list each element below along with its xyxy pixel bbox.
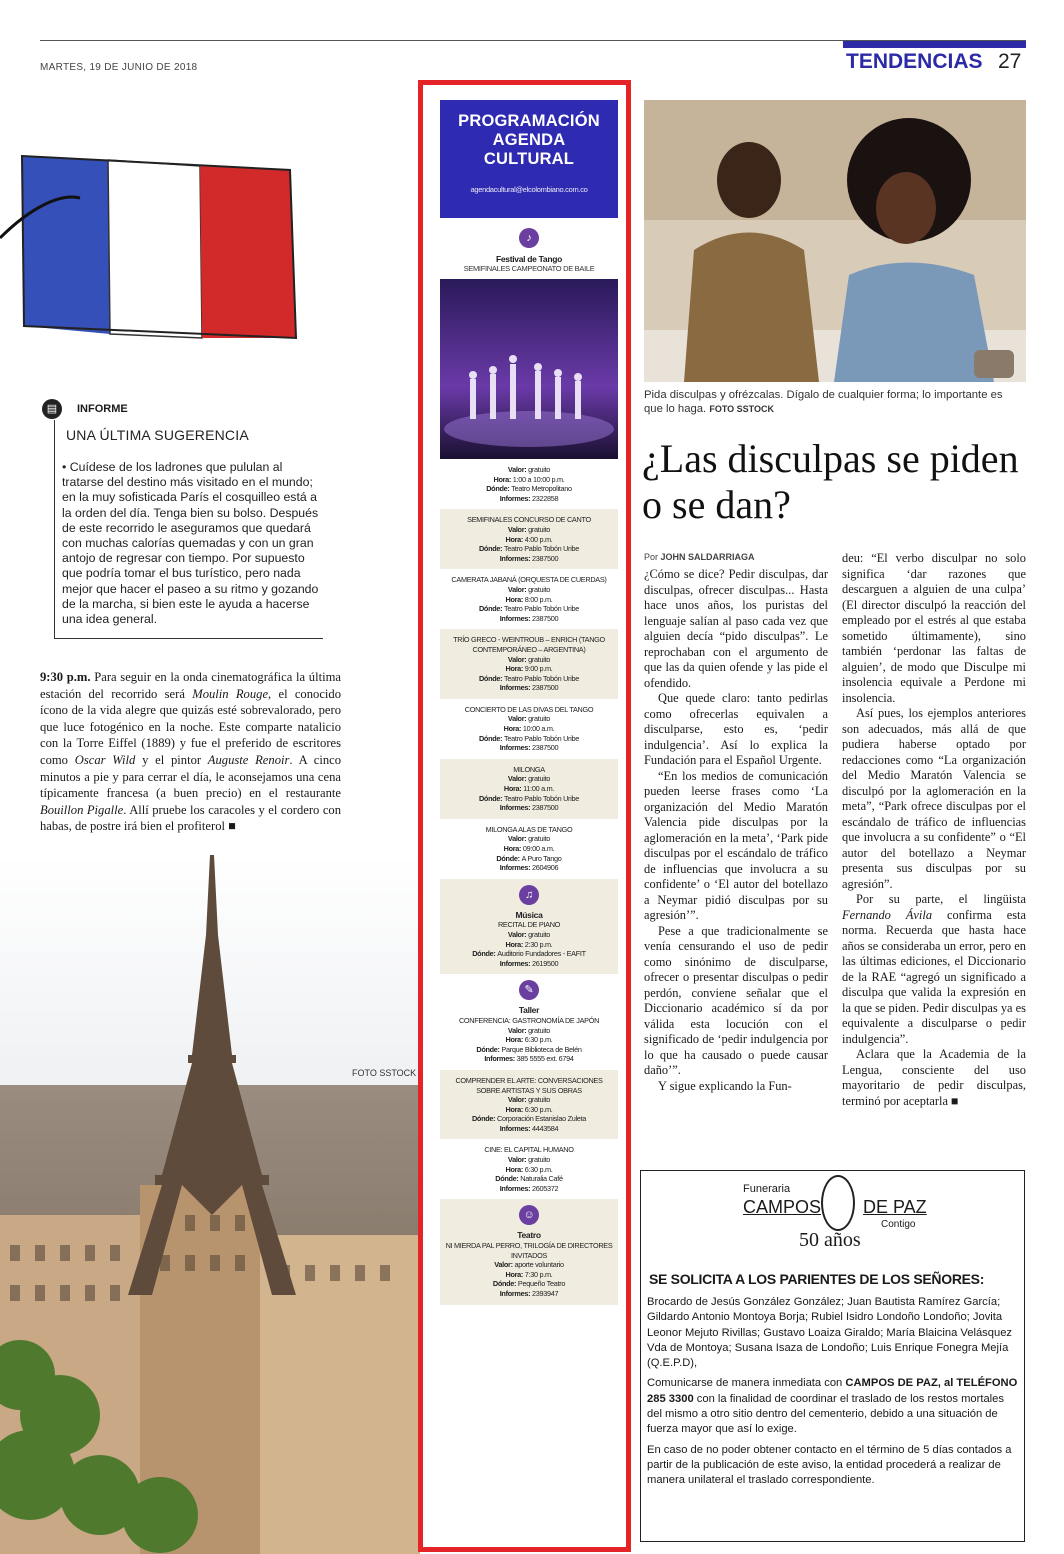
byline-por: Por xyxy=(644,552,661,562)
event-donde: Pequeño Teatro xyxy=(517,1279,566,1289)
campos-de-paz-logo xyxy=(641,1177,1024,1267)
label-informes: Informes: xyxy=(499,1183,532,1193)
event-hora: 8:00 p.m. xyxy=(524,594,553,604)
informe-label: INFORME xyxy=(77,403,128,415)
event-hora: 7:30 p.m. xyxy=(524,1269,553,1279)
article-paragraph: Aclara que la Academia de la Lengua, consciente del uso mayoritario de pedir disculpas, terminó por aceptarla ■ xyxy=(842,1047,1026,1108)
event-hora: 9:00 p.m. xyxy=(524,664,553,674)
event-title: COMPRENDER EL ARTE: CONVERSACIONES SOBRE ARTISTAS Y SUS OBRAS xyxy=(455,1075,603,1095)
article-headline: ¿Las disculpas se piden o se dan? xyxy=(642,436,1019,527)
photo-credit: FOTO SSTOCK xyxy=(352,1068,417,1078)
event-informes: 2387500 xyxy=(531,553,559,563)
event-valor: gratuito xyxy=(528,714,551,724)
event-valor: gratuito xyxy=(528,774,551,784)
event-hora: 1:00 a 10:00 p.m. xyxy=(512,474,565,484)
event-informes: 2387500 xyxy=(531,743,559,753)
article-paragraph: Pese a que tradicionalmente se venía censurando el uso de pedir como sinónimo de disculparse, ofrecer o presentar disculpas o pedir perdón, conviene señalar que el Diccionario académico sí da por válida esta locución con el significado de ‘pedir indulgencia por lo que ha causado o puede causar daño’”. xyxy=(644,923,828,1077)
event-donde: Auditorio Fundadores - EAFIT xyxy=(497,949,586,959)
p8-text-b: confirma esta norma. Recuerda que hasta hace años se consideraba un error, pero en las últimas ediciones, el Diccionario de la RAE “agregó un significado a disculpa que valida la expresión en la que se piden. Pedir disculpas ya es equivalente a disculparse o pedir indulgencia”. xyxy=(842,907,1026,1046)
auguste-renoir: Auguste Renoir xyxy=(207,752,290,767)
logo-50-anos: 50 años xyxy=(799,1229,861,1251)
article-column-2 xyxy=(842,551,1026,1109)
label-informes: Informes: xyxy=(484,1054,517,1064)
oscar-wild: Oscar Wild xyxy=(74,752,136,767)
event-hora: 6:30 p.m. xyxy=(524,1104,553,1114)
music-note-icon: ♫ xyxy=(519,885,539,905)
tango-stage-photo xyxy=(440,279,618,459)
paris-text-d: . A cinco minutos a pie y para cerrar el día, le aconsejamos una cena típicamente francesa (a buen precio) en el restaurante xyxy=(40,752,341,801)
label-hora: Hora: xyxy=(505,1104,525,1114)
page-number: 27 xyxy=(998,50,1022,73)
event-informes: 2393947 xyxy=(531,1289,559,1298)
label-donde: Dónde: xyxy=(478,604,505,614)
agenda-event xyxy=(440,1139,618,1199)
ad-contact xyxy=(647,1376,1019,1437)
agenda-email: agendacultural@elcolombiano.com.co xyxy=(470,185,588,194)
ad-body xyxy=(647,1295,1019,1494)
label-valor: Valor: xyxy=(507,1155,529,1165)
event-informes: 2387500 xyxy=(531,683,559,693)
label-valor: Valor: xyxy=(507,1095,529,1105)
theater-masks-icon: ☺ xyxy=(519,1205,539,1225)
bouillon-pigalle: Bouillon Pigalle xyxy=(40,802,124,817)
label-hora: Hora: xyxy=(503,844,523,853)
agenda-event xyxy=(440,819,618,879)
article-paragraph: Así pues, los ejemplos anteriores son adecuados, más allá de que pudiera haberse optado por redacciones como “La organización del Medio Maratón Valencia se disculpó por la aglomeración en la meta”, “Park ofrece disculpas por el escándalo de tráfico de influencias que involucra a su confidente” o “El autor del botellazo a Neymar presenta sus disculpas por su agresión”. xyxy=(842,706,1026,891)
event-informes: 2619500 xyxy=(531,958,559,968)
funeraria-ad xyxy=(640,1170,1025,1542)
label-donde: Dónde: xyxy=(495,1174,521,1184)
event-informes: 4443584 xyxy=(531,1123,559,1133)
ad-contact-c: con la finalidad de coordinar el traslado de los restos mortales del mismo a otro sitio dentro del cementerio, debido a una situación de fuerza mayor que así lo exige. xyxy=(647,1392,1004,1436)
agenda-event xyxy=(440,879,618,975)
agenda-event xyxy=(440,699,618,759)
event-donde: Teatro Pablo Tobón Uribe xyxy=(504,544,580,554)
event-hora: 6:30 p.m. xyxy=(524,1035,553,1045)
agenda-title-line-1: PROGRAMACIÓN xyxy=(458,112,600,130)
label-valor: Valor: xyxy=(507,774,529,784)
label-donde: Dónde: xyxy=(471,1114,497,1124)
agenda-event xyxy=(440,759,618,819)
event-donde: Teatro Pablo Tobón Uribe xyxy=(504,604,580,614)
event-valor: gratuito xyxy=(528,654,551,664)
label-informes: Informes: xyxy=(499,683,532,693)
label-hora: Hora: xyxy=(503,724,523,734)
event-title: MILONGA ALAS DE TANGO xyxy=(485,824,573,834)
category-tango-sub: SEMIFINALES CAMPEONATO DE BAILE xyxy=(463,264,595,273)
category-tango: Festival de Tango xyxy=(495,254,563,264)
event-informes: 2604906 xyxy=(531,863,559,873)
category-taller: Taller xyxy=(518,1005,540,1016)
event-valor: gratuito xyxy=(528,1095,551,1105)
event-informes: 385 5555 ext. 6794 xyxy=(516,1054,574,1064)
label-hora: Hora: xyxy=(503,784,524,794)
event-donde: A Puro Tango xyxy=(521,853,562,863)
agenda-event xyxy=(440,1199,618,1304)
event-title: TRÍO GRECO - WEINTROUB – ENRICH (TANGO CONTEMPORÁNEO – ARGENTINA) xyxy=(453,635,605,654)
label-informes: Informes: xyxy=(499,803,532,813)
event-title: CONFERENCIA: GASTRONOMÍA DE JAPÓN xyxy=(458,1015,600,1025)
agenda-title-line-2: AGENDA xyxy=(492,131,566,149)
article-paragraph xyxy=(842,892,1026,1047)
paris-text-e: . Allí pruebe los caracoles y el cordero con habas, de postre irá bien el profiterol ■ xyxy=(40,802,342,834)
couple-photo xyxy=(644,100,1026,382)
event-hora: 6:30 p.m. xyxy=(524,1164,553,1174)
event-valor: gratuito xyxy=(528,1025,551,1035)
dance-icon: ♪ xyxy=(519,228,539,248)
label-hora: Hora: xyxy=(505,1164,525,1174)
label-donde: Dónde: xyxy=(476,1044,502,1054)
agenda-header xyxy=(440,100,618,218)
category-musica: Música xyxy=(515,909,543,920)
event-title: CONCIERTO DE LAS DIVAS DEL TANGO xyxy=(464,704,594,714)
label-donde: Dónde: xyxy=(492,1279,518,1289)
p8-text-a: Por su parte, el lingüista xyxy=(856,892,1026,906)
label-valor: Valor: xyxy=(507,654,529,664)
eiffel-tower-photo xyxy=(0,855,420,1554)
event-title: SEMIFINALES CONCURSO DE CANTO xyxy=(467,515,591,525)
label-hora: Hora: xyxy=(505,939,525,949)
label-valor: Valor: xyxy=(507,714,529,724)
event-valor: gratuito xyxy=(528,929,551,939)
caption-text: Pida disculpas y ofrézcalas. Dígalo de cualquier forma; lo importante es que lo haga. xyxy=(644,389,1003,415)
event-valor: gratuito xyxy=(528,834,551,844)
agenda-event xyxy=(440,569,618,629)
section-bar xyxy=(843,41,1026,48)
event-hora: 4:00 p.m. xyxy=(524,534,553,544)
photo-caption xyxy=(644,388,1024,416)
event-title: CAMERATA JABANÁ (ORQUESTA DE CUERDAS) xyxy=(451,575,607,585)
agenda-event xyxy=(440,509,618,569)
label-informes: Informes: xyxy=(499,613,532,623)
label-valor: Valor: xyxy=(507,524,529,534)
event-valor: gratuito xyxy=(528,1155,551,1165)
label-donde: Dónde: xyxy=(478,673,505,683)
label-hora: Hora: xyxy=(505,534,525,544)
label-valor: Valor: xyxy=(507,1025,529,1035)
section-title: TENDENCIAS xyxy=(846,50,983,73)
label-valor: Valor: xyxy=(507,834,529,844)
event-donde: Naturalia Café xyxy=(520,1174,563,1184)
event-informes: 2387500 xyxy=(531,803,559,813)
label-valor: Valor: xyxy=(507,584,529,594)
event-title: NI MIERDA PAL PERRO, TRILOGÍA DE DIRECTORES INVITADOS xyxy=(445,1241,613,1260)
agenda-event xyxy=(440,629,618,699)
agenda-event xyxy=(440,459,618,509)
document-icon: ▤ xyxy=(42,399,62,419)
paris-text-a: Para seguir en la onda cinematográfica la última estación del recorrido será xyxy=(40,670,341,701)
ad-phone: CAMPOS DE PAZ, al TELÉFONO 285 3300 xyxy=(647,1377,1018,1405)
event-title: RECITAL DE PIANO xyxy=(497,920,561,930)
agenda-title-line-3: CULTURAL xyxy=(483,150,575,168)
agenda-cultural xyxy=(440,100,618,1305)
label-valor: Valor: xyxy=(507,465,529,474)
page-date: MARTES, 19 DE JUNIO DE 2018 xyxy=(40,62,198,73)
label-hora: Hora: xyxy=(505,1035,525,1045)
byline-author: JOHN SALDARRIAGA xyxy=(660,552,755,562)
event-valor: gratuito xyxy=(528,584,551,594)
label-informes: Informes: xyxy=(499,1289,532,1298)
paris-text-c: y el pintor xyxy=(135,752,208,767)
time-lead: 9:30 p.m. xyxy=(40,670,91,684)
logo-contigo: Contigo xyxy=(881,1219,916,1230)
label-informes: Informes: xyxy=(499,863,532,873)
event-donde: Corporación Estanislao Zuleta xyxy=(497,1114,587,1124)
event-hora: 11:00 a.m. xyxy=(523,784,555,794)
label-informes: Informes: xyxy=(499,743,532,753)
article-paragraph: Que quede claro: tanto pedirlas como ofrecerlas equivalen a disculparse, esto es, ‘pedir indulgencia’. Así lo explica la Fundación para el Español Urgente. xyxy=(644,691,828,767)
ad-heading: SE SOLICITA A LOS PARIENTES DE LOS SEÑORES: xyxy=(649,1271,985,1287)
label-valor: Valor: xyxy=(507,929,529,939)
ad-names: Brocardo de Jesús González González; Juan Bautista Ramírez García; Gildardo Antonio Montoya Borja; Rubiel Isidro Londoño Londoño; Jovita Leonor Mejuto Rivillas; Gustavo Loaiza Giraldo; María Blaicina Velásquez Vda de Montoya; Susana Isaza de Londoño; Luis Enrique Fonegra Mejía (Q.E.P.D), xyxy=(647,1296,1013,1370)
agenda-event xyxy=(440,974,618,1070)
label-donde: Dónde: xyxy=(478,544,505,554)
label-hora: Hora: xyxy=(505,1269,525,1279)
event-hora: 09:00 a.m. xyxy=(522,844,555,853)
event-hora: 2:30 p.m. xyxy=(524,939,553,949)
label-valor: Valor: xyxy=(494,1260,515,1270)
agenda-event xyxy=(440,1070,618,1140)
article-column-1 xyxy=(644,567,828,1094)
article-paragraph: ¿Cómo se dice? Pedir disculpas, dar disculpas, ofrecer disculpas... Hasta hace unos años, los puristas del lenguaje salían al paso cada vez que alguien decía “pido disculpas”. Le reprochaban con el argumento de que las da quien ofende y las pide el ofendido. xyxy=(644,567,828,690)
event-donde: Teatro Pablo Tobón Uribe xyxy=(504,673,580,683)
ad-contact-a: Comunicarse de manera inmediata con xyxy=(647,1377,846,1390)
label-donde: Dónde: xyxy=(478,733,505,743)
logo-de-paz: DE PAZ xyxy=(863,1197,927,1217)
event-title: CINE: EL CAPITAL HUMANO xyxy=(484,1145,574,1155)
label-donde: Dónde: xyxy=(496,853,522,863)
event-donde: Teatro Metropolitano xyxy=(511,484,572,494)
moulin-rouge: Moulin Rouge xyxy=(192,686,269,701)
label-informes: Informes: xyxy=(499,1123,532,1133)
event-valor: gratuito xyxy=(528,524,551,534)
event-donde: Teatro Pablo Tobón Uribe xyxy=(504,793,580,803)
logo-funeraria: Funeraria xyxy=(743,1183,791,1195)
pencil-icon: ✎ xyxy=(519,980,539,1000)
informe-text: • Cuídese de los ladrones que pululan al tratarse del destino más visitado en el mundo; en la muy sofisticada París el cosquilleo está a la orden del día. Tenga bien su bolso. Después de este recorrido le aseguramos que quedará con muchas calorías quemadas y con un gran antojo de regresar con tiempo. Por supuesto que podría tomar el bus turístico, pero nada mejor que hacer el paseo a su ritmo y gozando de la marcha, si bien este le ayuda a hacerse una idea general. xyxy=(62,460,319,627)
label-informes: Informes: xyxy=(499,493,532,503)
event-informes: 2387500 xyxy=(531,613,559,623)
event-informes: 2605372 xyxy=(531,1183,559,1193)
agenda-title xyxy=(440,100,618,169)
label-donde: Dónde: xyxy=(486,484,512,494)
category-teatro: Teatro xyxy=(517,1230,541,1241)
caption-credit: FOTO SSTOCK xyxy=(709,404,775,414)
label-donde: Dónde: xyxy=(472,949,498,959)
byline xyxy=(644,552,755,562)
logo-emblem xyxy=(821,1175,855,1231)
paris-text-b: , el conocido ícono de la vida alegre que quizás esté sobrevalorado, pero que luce fotogénico en la noche. Este comparte natalicio con la Torre Eiffel (1889) y fue el preferido de escritores como xyxy=(40,686,342,767)
label-hora: Hora: xyxy=(505,664,525,674)
event-valor: aporte voluntario xyxy=(514,1260,564,1270)
label-hora: Hora: xyxy=(505,594,525,604)
event-title: MILONGA xyxy=(513,764,545,774)
event-informes: 2322858 xyxy=(531,493,559,503)
label-informes: Informes: xyxy=(499,958,532,968)
french-flag-illustration xyxy=(0,148,300,348)
fernando-avila: Fernando Ávila xyxy=(842,907,933,922)
paris-paragraph xyxy=(40,669,341,835)
logo-campos: CAMPOS xyxy=(743,1197,822,1217)
ad-closing: En caso de no poder obtener contacto en el término de 5 días contados a partir de la publicación de este aviso, la entidad procederá a realizar de manera unilateral el traslado correspondiente. xyxy=(647,1443,1012,1487)
event-donde: Parque Biblioteca de Belén xyxy=(501,1044,582,1054)
article-paragraph: “En los medios de comunicación pueden leerse frases como ‘La organización del Medio Maratón Valencia pide disculpas por la aglomeración en la meta’, ‘Park pide disculpas por el escándalo de tráfico de influencias que involucra a su confidente’ o ‘El autor del botellazo a Neymar pidió disculpas por su agresión’”. xyxy=(644,768,828,922)
article-paragraph: deu: “El verbo disculpar no solo significa ‘dar razones que descarguen a alguien de una culpa’ (El director disculpó la reacción del empleado por el estrés al que estaba sometido últimamente), sino también ‘perdonar las faltas de alguien’, de modo que Disculpe mi insolencia equivale a Perdone mi insolencia. xyxy=(842,551,1026,705)
event-hora: 10:00 a.m. xyxy=(522,724,555,734)
article-paragraph: Y sigue explicando la Fun- xyxy=(658,1078,792,1093)
event-valor: gratuito xyxy=(528,465,551,474)
label-donde: Dónde: xyxy=(478,793,505,803)
informe-title: UNA ÚLTIMA SUGERENCIA xyxy=(66,427,249,443)
event-donde: Teatro Pablo Tobón Uribe xyxy=(504,733,580,743)
label-hora: Hora: xyxy=(493,474,513,484)
label-informes: Informes: xyxy=(499,553,532,563)
